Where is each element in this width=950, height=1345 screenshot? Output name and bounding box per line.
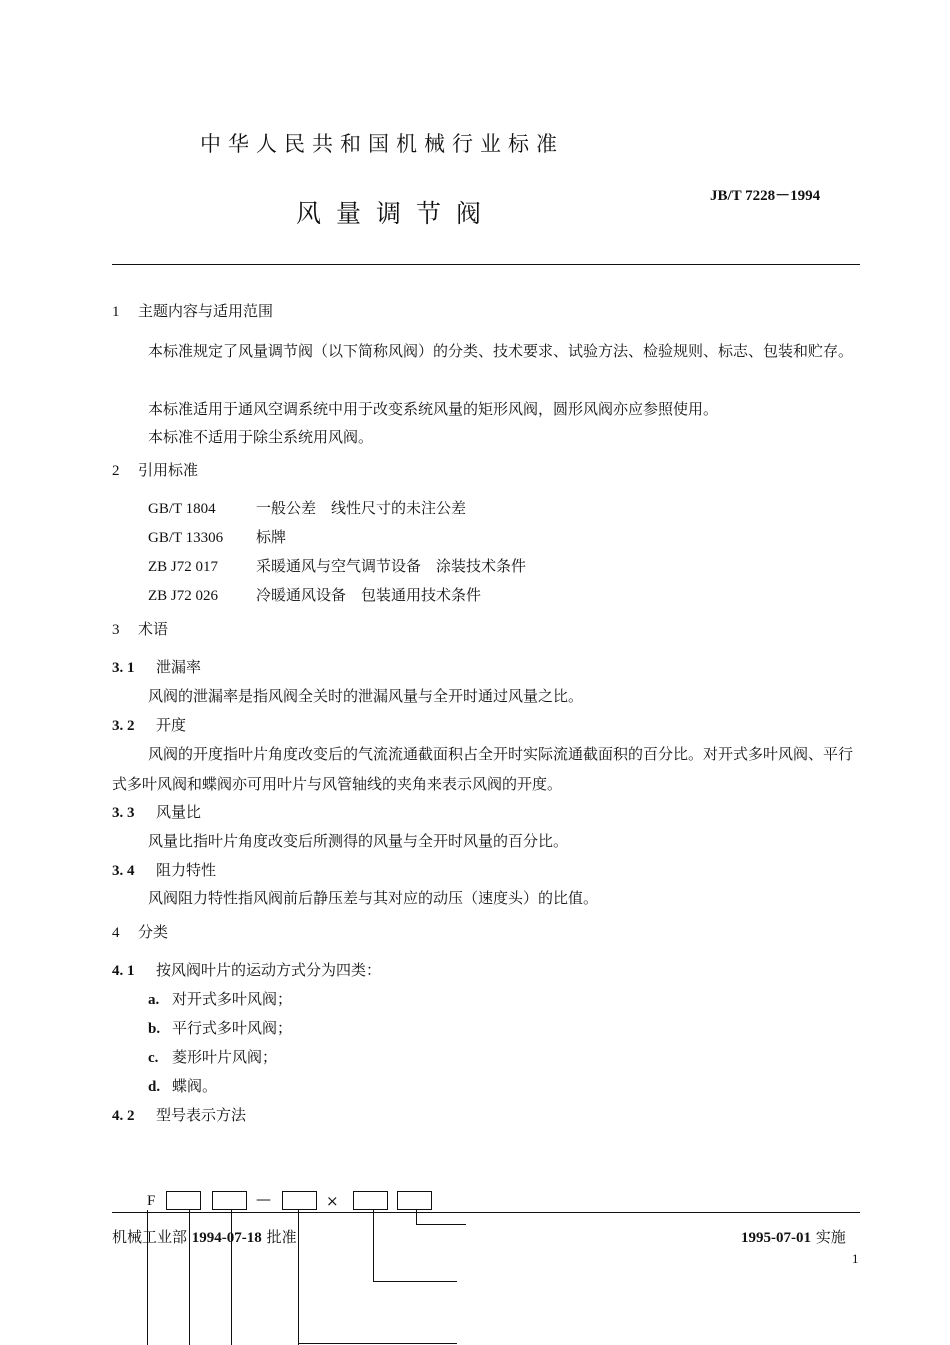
header-rule	[112, 264, 860, 265]
clause-number: 4. 1	[112, 963, 135, 979]
section-title: 分类	[138, 923, 169, 941]
clause-heading	[112, 1105, 246, 1126]
section-number: 1	[112, 304, 120, 320]
reference-item	[148, 498, 466, 519]
leader-line	[416, 1224, 466, 1225]
term-title: 风量比	[156, 803, 202, 821]
approval-info	[112, 1226, 297, 1247]
approver: 机械工业部	[112, 1228, 188, 1246]
section-title: 术语	[138, 620, 169, 638]
clause-heading	[112, 960, 381, 981]
section-3-heading	[112, 619, 168, 640]
reference-code: ZB J72 026	[148, 588, 219, 604]
reference-title: 冷暖通风设备 包装通用技术条件	[256, 586, 482, 604]
term-heading	[112, 715, 186, 736]
term-definition: 风阀的开度指叶片角度改变后的气流流通截面积占全开时实际流通截面积的百分比。对开式多叶风阀、平行式多叶风阀和蝶阀亦可用叶片与风管轴线的夹角来表示风阀的开度。	[112, 745, 854, 793]
section-2-heading	[112, 460, 198, 481]
reference-code: GB/T 1804	[148, 501, 216, 517]
section-number: 2	[112, 463, 120, 479]
list-item	[148, 989, 292, 1010]
section-4-heading	[112, 922, 168, 943]
list-item	[148, 1018, 292, 1039]
term-heading	[112, 802, 201, 823]
list-letter: b.	[148, 1021, 161, 1037]
reference-code: GB/T 13306	[148, 530, 224, 546]
leader-line	[298, 1210, 299, 1345]
section-1-para-1: 本标准规定了风量调节阀（以下简称风阀）的分类、技术要求、试验方法、检验规则、标志、包装和贮存。	[148, 342, 854, 360]
section-number: 4	[112, 925, 120, 941]
section-1-para-3: 本标准不适用于除尘系统用风阀。	[148, 428, 374, 446]
list-letter: d.	[148, 1079, 161, 1095]
section-title: 主题内容与适用范围	[138, 302, 274, 320]
model-field-box	[166, 1191, 201, 1210]
section-title: 引用标准	[138, 461, 199, 479]
reference-code: ZB J72 017	[148, 559, 219, 575]
term-title: 阻力特性	[156, 861, 217, 879]
term-definition: 风阀阻力特性指风阀前后静压差与其对应的动压（速度头）的比值。	[148, 889, 599, 907]
implementation-info	[741, 1226, 846, 1247]
clause-number: 3. 3	[112, 805, 135, 821]
reference-item	[148, 527, 286, 548]
reference-title: 一般公差 线性尺寸的未注公差	[256, 499, 467, 517]
leader-line	[298, 1343, 457, 1344]
model-field-box	[212, 1191, 247, 1210]
clause-number: 3. 4	[112, 863, 135, 879]
list-text: 菱形叶片风阀；	[172, 1048, 278, 1066]
standard-code: JB/T 7228－1994	[710, 188, 821, 204]
clause-number: 3. 2	[112, 718, 135, 734]
reference-item	[148, 585, 481, 606]
leader-line	[373, 1210, 374, 1282]
section-number: 3	[112, 622, 120, 638]
term-title: 泄漏率	[156, 658, 202, 676]
page-number: 1	[852, 1251, 859, 1266]
list-item	[148, 1076, 217, 1097]
model-field-box	[353, 1191, 388, 1210]
footer-rule	[112, 1212, 860, 1213]
clause-title: 型号表示方法	[156, 1106, 247, 1124]
model-dash: —	[256, 1190, 271, 1208]
leader-line	[373, 1281, 457, 1282]
term-title: 开度	[156, 716, 187, 734]
term-heading	[112, 860, 216, 881]
list-letter: c.	[148, 1050, 159, 1066]
reference-title: 标牌	[256, 528, 287, 546]
term-definition: 风量比指叶片角度改变后所测得的风量与全开时风量的百分比。	[148, 832, 569, 850]
clause-number: 3. 1	[112, 660, 135, 676]
model-prefix: F	[147, 1193, 156, 1209]
approval-word: 批准	[266, 1228, 297, 1246]
list-text: 对开式多叶风阀；	[172, 990, 293, 1008]
reference-item	[148, 556, 526, 577]
model-field-box	[282, 1191, 317, 1210]
approval-date: 1994-07-18	[191, 1230, 262, 1246]
standard-title: 风量调节阀	[296, 199, 497, 228]
model-times: ×	[326, 1192, 339, 1210]
list-letter: a.	[148, 992, 160, 1008]
clause-title: 按风阀叶片的运动方式分为四类：	[156, 961, 382, 979]
reference-title: 采暖通风与空气调节设备 涂装技术条件	[256, 557, 527, 575]
implementation-word: 实施	[815, 1228, 846, 1246]
section-1-para-2: 本标准适用于通风空调系统中用于改变系统风量的矩形风阀，圆形风阀亦应参照使用。	[148, 400, 719, 418]
section-1-heading	[112, 301, 273, 322]
list-item	[148, 1047, 277, 1068]
implementation-date: 1995-07-01	[741, 1230, 811, 1246]
org-title: 中华人民共和国机械行业标准	[200, 132, 564, 156]
term-definition: 风阀的泄漏率是指风阀全关时的泄漏风量与全开时通过风量之比。	[148, 687, 584, 705]
clause-number: 4. 2	[112, 1108, 135, 1124]
term-heading	[112, 657, 201, 678]
list-text: 平行式多叶风阀；	[172, 1019, 293, 1037]
model-field-box	[397, 1191, 432, 1210]
list-text: 蝶阀。	[172, 1077, 218, 1095]
